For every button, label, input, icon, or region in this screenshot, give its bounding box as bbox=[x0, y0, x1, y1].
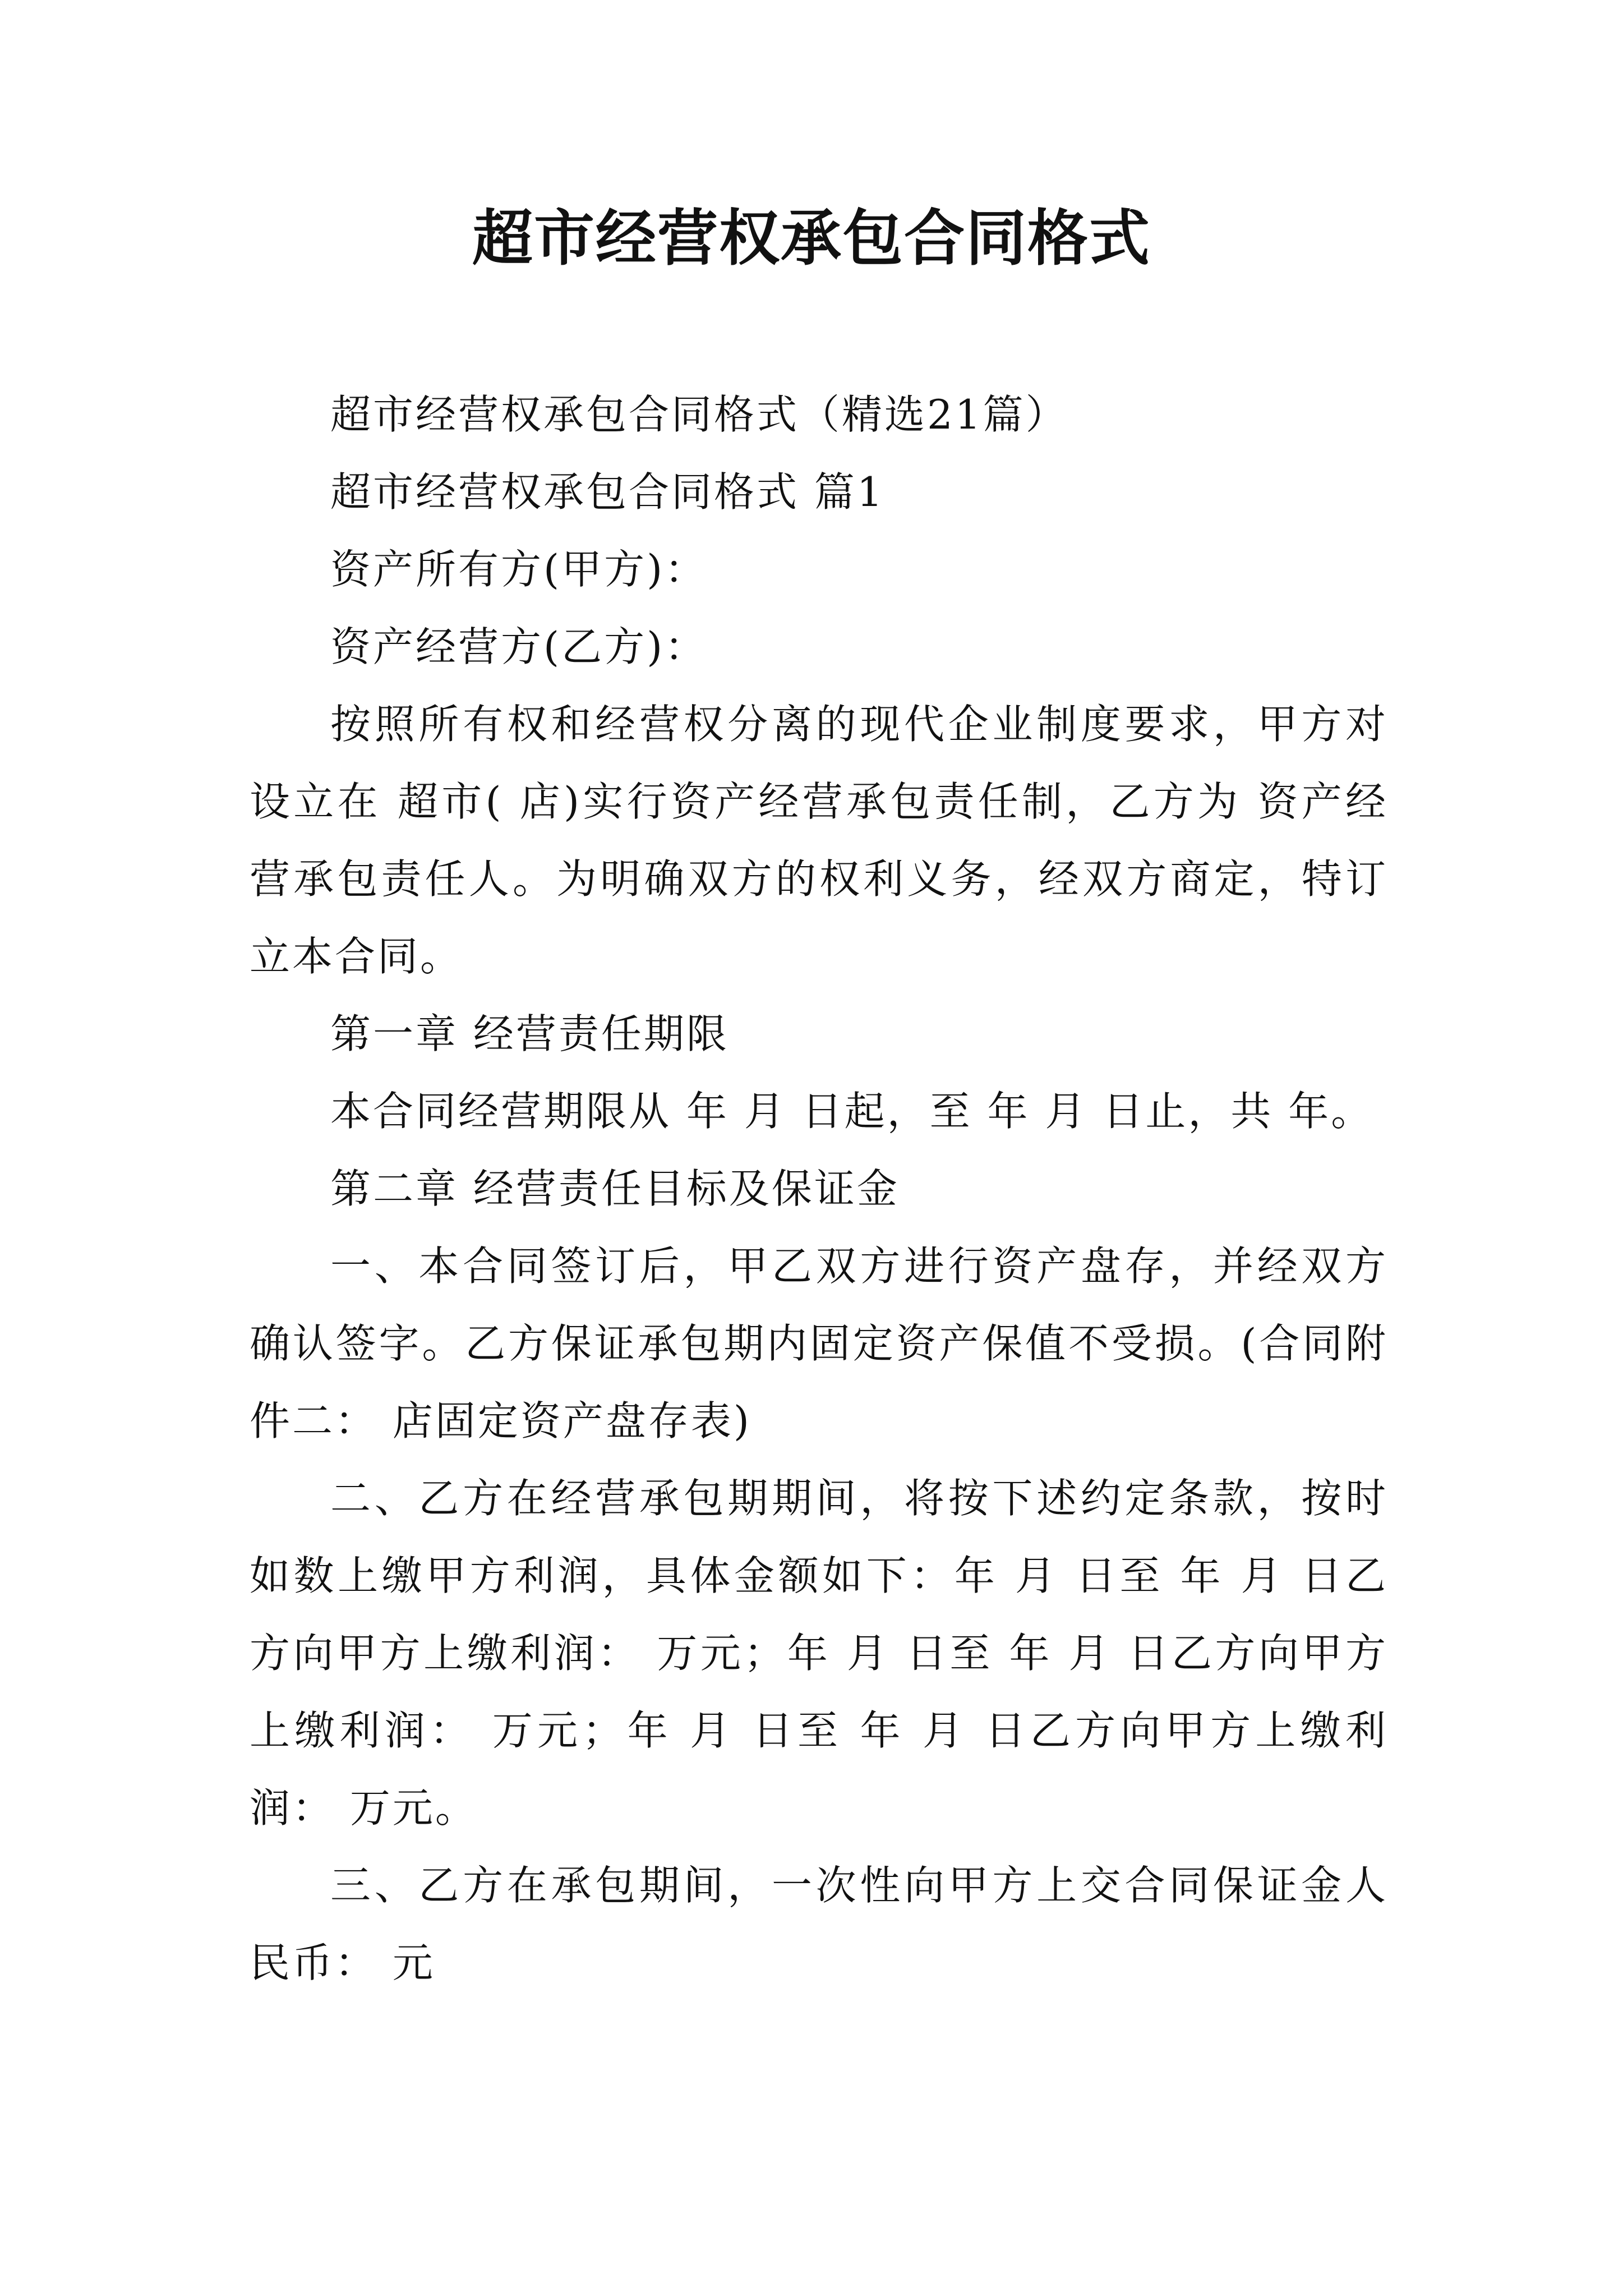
document-body bbox=[250, 376, 1388, 2001]
preamble-paragraph: 按照所有权和经营权分离的现代企业制度要求，甲方对设立在 超市( 店)实行资产经营承包责任制，乙方为 资产经营承包责任人。为明确双方的权利义务，经双方商定，特订立本合同。 bbox=[250, 701, 1388, 980]
document-title: 超市经营权承包合同格式 bbox=[472, 203, 1151, 274]
term-paragraph: 本合同经营期限从 年 月 日起，至 年 月 日止，共 年。 bbox=[330, 1088, 1374, 1135]
chapter-2-heading: 第二章 经营责任目标及保证金 bbox=[330, 1165, 900, 1212]
clause-2-paragraph: 二、乙方在经营承包期期间，将按下述约定条款，按时如数上缴甲方利润，具体金额如下：年 月 日至 年 月 日乙方向甲方上缴利润： 万元；年 月 日至 年 月 日乙方向甲方上缴利润： 万元；年 月 日至 年 月 日乙方向甲方上缴利润： 万元。 bbox=[250, 1475, 1388, 1832]
subtitle-paragraph: 超市经营权承包合同格式（精选21篇） bbox=[330, 391, 1068, 438]
chapter-1-heading: 第一章 经营责任期限 bbox=[330, 1010, 729, 1057]
clause-1-paragraph: 一、本合同签订后，甲乙双方进行资产盘存，并经双方确认签字。乙方保证承包期内固定资产保值不受损。(合同附件二： 店固定资产盘存表) bbox=[250, 1243, 1388, 1444]
party-b-line: 资产经营方(乙方)： bbox=[330, 623, 708, 670]
section-heading: 超市经营权承包合同格式 篇1 bbox=[330, 468, 885, 516]
clause-3-paragraph: 三、乙方在承包期间，一次性向甲方上交合同保证金人民币： 元 bbox=[250, 1862, 1388, 1986]
party-a-line: 资产所有方(甲方)： bbox=[330, 546, 708, 593]
